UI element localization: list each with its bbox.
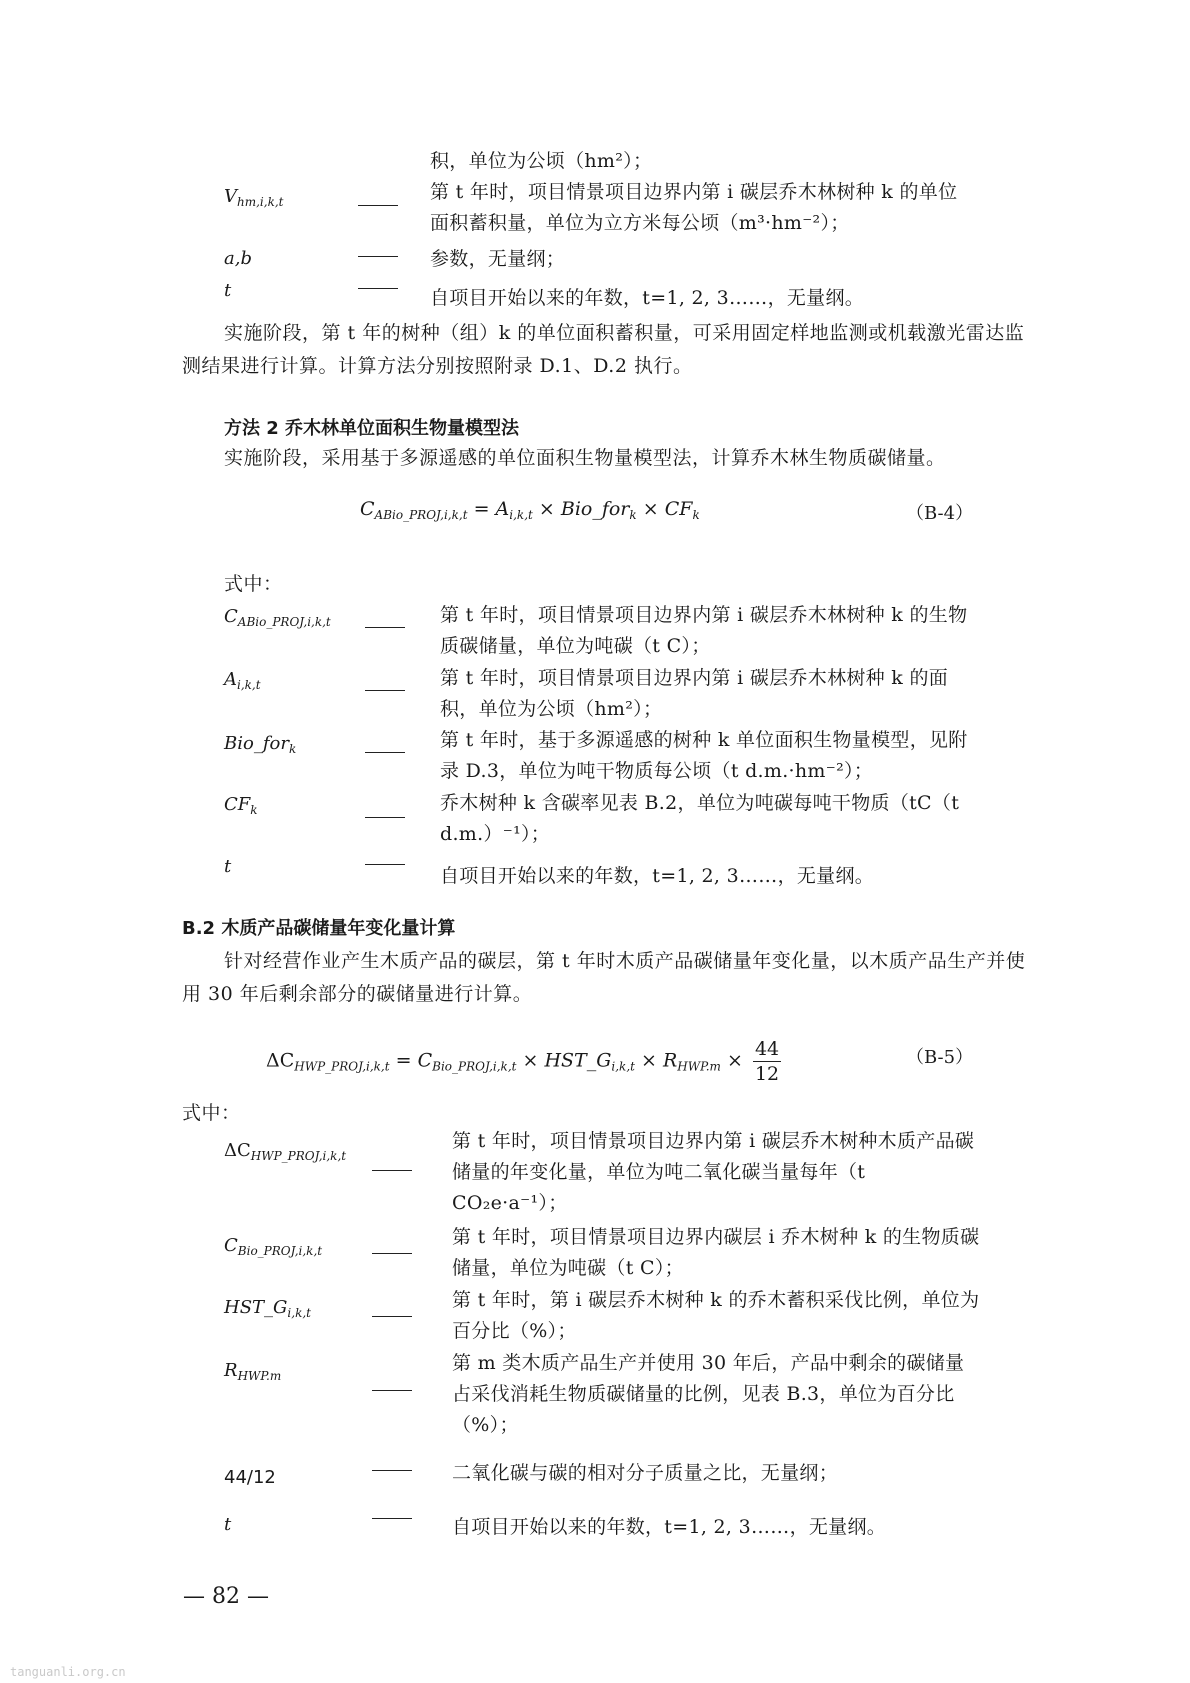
- symbol-t2: t: [224, 856, 232, 877]
- symbol-44-12: 44/12: [224, 1467, 276, 1488]
- definition-a: 第 t 年时，项目情景项目边界内第 i 碳层乔木林树种 k 的面积，单位为公顷（hm²）；: [440, 667, 949, 720]
- definition-44-12: 二氧化碳与碳的相对分子质量之比，无量纲；: [452, 1462, 839, 1484]
- definition-dash: [372, 1316, 412, 1317]
- definition-dash: [358, 205, 398, 206]
- definition-dash: [372, 1470, 412, 1471]
- symbol-bio-for: Bio_for$_k$: [224, 733, 297, 756]
- section-heading-b2: B.2 木质产品碳储量年变化量计算: [182, 918, 456, 939]
- section-heading-method2: 方法 2 乔木林单位面积生物量模型法: [224, 418, 520, 439]
- definition-cabio: 第 t 年时，项目情景项目边界内第 i 碳层乔木林树种 k 的生物质碳储量，单位为吨碳（t C）；: [440, 604, 968, 657]
- symbol-delta-c-hwp: $\Delta C_{HWP\_PROJ,i,k,t}$: [224, 1140, 347, 1163]
- definition-dash: [365, 817, 405, 818]
- symbol-cf: $CF_k$: [224, 794, 258, 817]
- definition-dash: [365, 690, 405, 691]
- symbol-a: $A_{i,k,t}$: [224, 669, 261, 692]
- paragraph-implementation: 实施阶段，第 t 年的树种（组）k 的单位面积蓄积量，可采用固定样地监测或机载激光雷达监测结果进行计算。计算方法分别按照附录 D.1、D.2 执行。: [182, 322, 1025, 377]
- definition-t2: 自项目开始以来的年数，t=1, 2, 3……，无量纲。: [440, 865, 875, 887]
- definition-r-hwp: 第 m 类木质产品生产并使用 30 年后，产品中剩余的碳储量占采伐消耗生物质碳储量的比例，见表 B.3，单位为百分比（%）；: [452, 1352, 965, 1436]
- symbol-ab: a,b: [224, 248, 252, 269]
- definition-hst-g: 第 t 年时，第 i 碳层乔木树种 k 的乔木蓄积采伐比例，单位为百分比（%）；: [452, 1289, 980, 1342]
- where-label-b2: 式中：: [182, 1102, 241, 1124]
- page-number: — 82 —: [183, 1584, 269, 1609]
- fraction-44-12: $\frac{44}{12}$: [754, 1038, 780, 1085]
- definition-t3: 自项目开始以来的年数，t=1, 2, 3……，无量纲。: [452, 1516, 887, 1538]
- symbol-t3: t: [224, 1514, 232, 1535]
- definition-v: 第 t 年时，项目情景项目边界内第 i 碳层乔木林树种 k 的单位面积蓄积量，单位为立方米每公顷（m³·hm⁻²）；: [430, 181, 958, 234]
- definition-t: 自项目开始以来的年数，t=1, 2, 3……，无量纲。: [430, 287, 865, 309]
- definition-ab: 参数，无量纲；: [430, 248, 566, 270]
- symbol-hst-g: $HST\_G_{i,k,t}$: [224, 1297, 311, 1320]
- equation-number-b5: （B-5）: [906, 1047, 974, 1068]
- equation-number-b4: （B-4）: [906, 503, 974, 524]
- symbol-v: $V_{hm,i,k,t}$: [224, 186, 284, 209]
- definition-dash: [365, 752, 405, 753]
- definition-bio-for: 第 t 年时，基于多源遥感的树种 k 单位面积生物量模型，见附录 D.3，单位为吨干物质每公顷（t d.m.·hm⁻²）；: [440, 729, 968, 782]
- definition-dash: [372, 1253, 412, 1254]
- paragraph-method2: 实施阶段，采用基于多源遥感的单位面积生物量模型法，计算乔木林生物质碳储量。: [224, 447, 946, 469]
- definition-dash: [365, 627, 405, 628]
- symbol-c-bio-proj: $C_{Bio\_PROJ,i,k,t}$: [224, 1235, 323, 1258]
- symbol-cabio: $C_{ABio\_PROJ,i,k,t}$: [224, 606, 331, 629]
- definition-dash: [372, 1170, 412, 1171]
- equation-b5: $\Delta C_{HWP\_PROJ,i,k,t} = C_{Bio\_PROJ,i,k,t}$ × $HST\_G_{i,k,t} \times R_{HWP.m}$ × $\frac{44}{12}$: [266, 1038, 780, 1085]
- definition-dash: [365, 864, 405, 865]
- definition-dash: [372, 1518, 412, 1519]
- definition-c-bio-proj: 第 t 年时，项目情景项目边界内碳层 i 乔木树种 k 的生物质碳储量，单位为吨碳（t C）；: [452, 1226, 980, 1279]
- definition-delta-c-hwp: 第 t 年时，项目情景项目边界内第 i 碳层乔木树种木质产品碳储量的年变化量，单位为吨二氧化碳当量每年（t CO₂e·a⁻¹）；: [452, 1130, 975, 1214]
- symbol-t: t: [224, 280, 232, 301]
- watermark: tanguanli.org.cn: [10, 1665, 126, 1679]
- continued-definition-line: 积，单位为公顷（hm²）；: [430, 150, 653, 172]
- symbol-r-hwp: $R_{HWP.m}$: [224, 1360, 282, 1383]
- definition-cf: 乔木树种 k 含碳率见表 B.2，单位为吨碳每吨干物质（tC（t d.m.）⁻¹）；: [440, 792, 960, 845]
- equation-b4: $C_{ABio\_PROJ,i,k,t} = A_{i,k,t}$ × Bio_for$_k$ × $CF_k$: [360, 498, 700, 522]
- where-label: 式中：: [224, 573, 283, 595]
- definition-dash: [358, 288, 398, 289]
- definition-dash: [372, 1390, 412, 1391]
- paragraph-b2: 针对经营作业产生木质产品的碳层，第 t 年时木质产品碳储量年变化量，以木质产品生产并使用 30 年后剩余部分的碳储量进行计算。: [182, 950, 1026, 1005]
- definition-dash: [358, 256, 398, 257]
